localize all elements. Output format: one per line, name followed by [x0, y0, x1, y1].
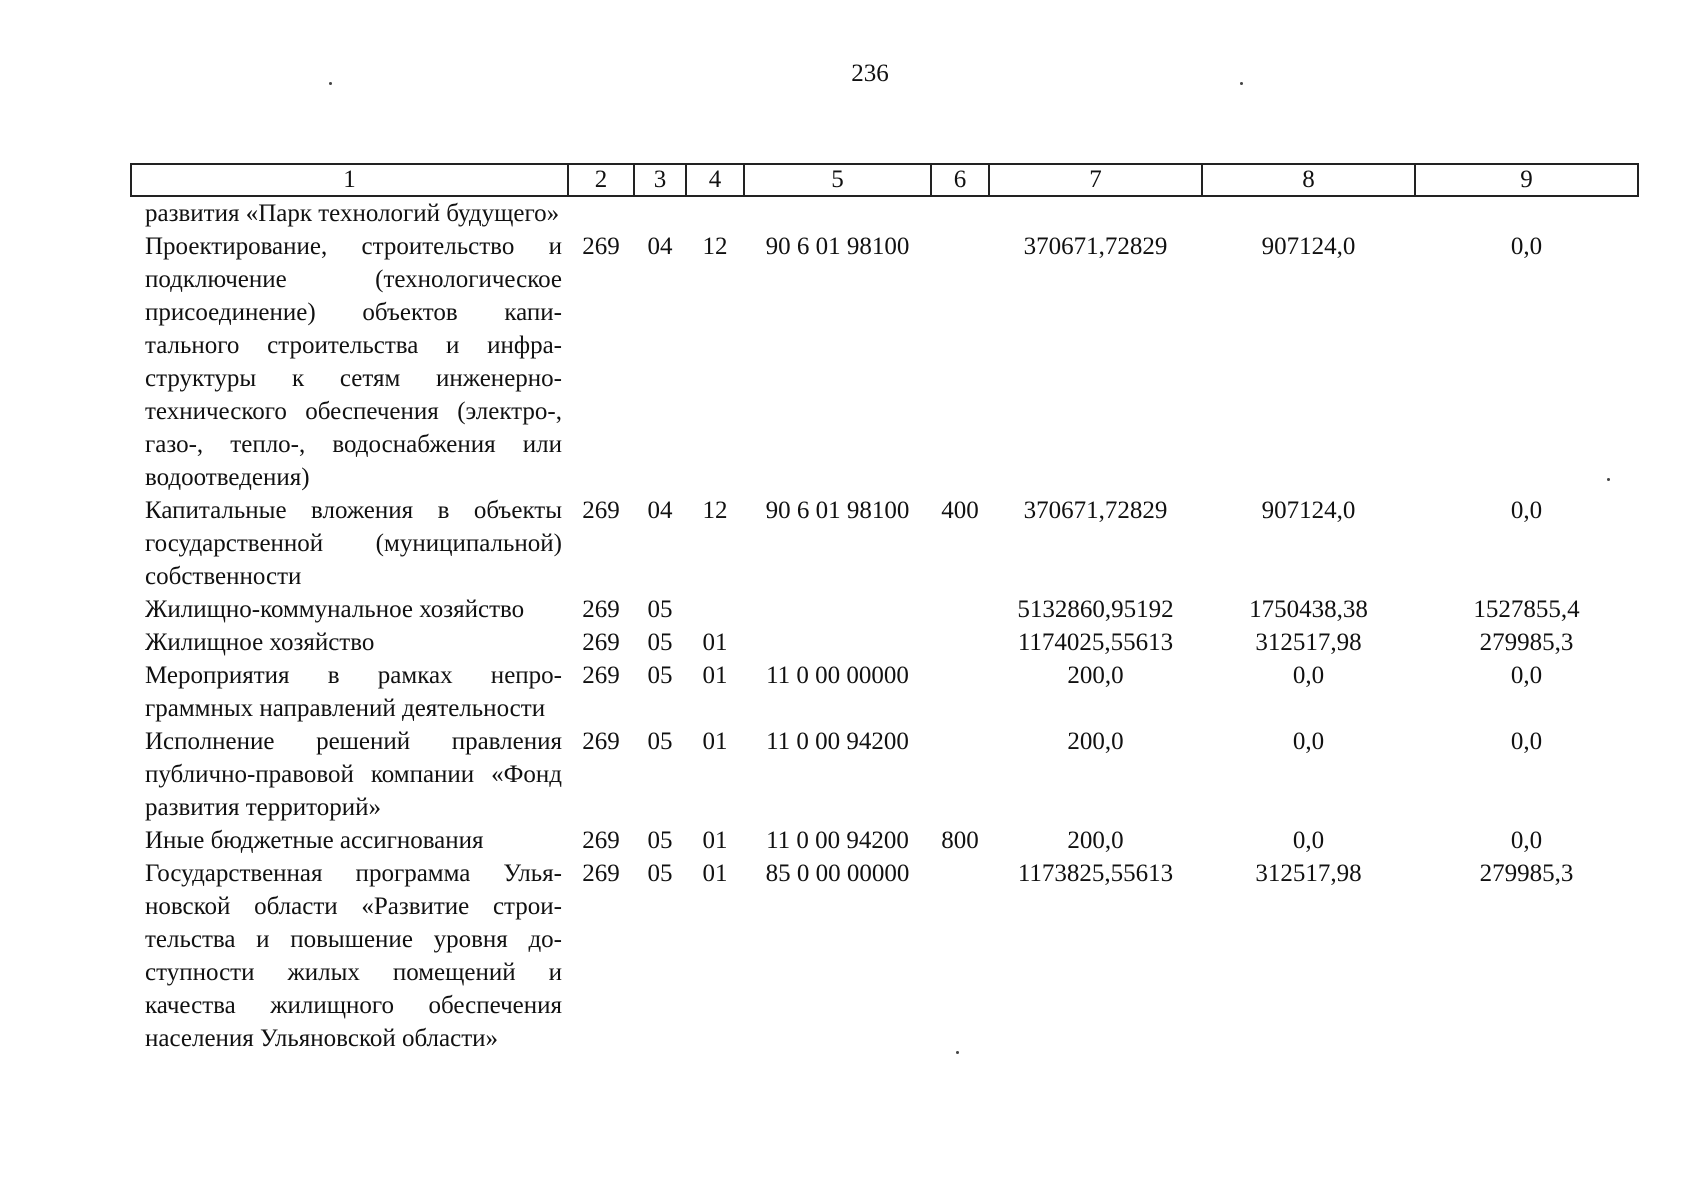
table-row — [131, 725, 1638, 824]
cell-col5: 11 0 00 00000 — [766, 662, 909, 689]
cell-col2: 269 — [582, 827, 620, 854]
cell-col6: 800 — [941, 827, 979, 854]
table-row — [131, 857, 1638, 1055]
table-row — [131, 659, 1638, 725]
cell-col4: 12 — [702, 233, 728, 260]
column-header: 5 — [744, 164, 931, 196]
cell-col9: 0,0 — [1510, 728, 1543, 755]
scan-speck — [1240, 82, 1243, 85]
cell-col4: 01 — [702, 662, 728, 689]
cell-col7 — [989, 196, 1202, 230]
cell-col8: 312517,98 — [1255, 629, 1362, 656]
cell-col7: 1174025,55613 — [1017, 629, 1174, 656]
cell-col8: 0,0 — [1292, 827, 1325, 854]
table-header-row — [131, 164, 1638, 196]
cell-col5: 85 0 00 00000 — [765, 860, 910, 887]
cell-col7: 200,0 — [1067, 662, 1124, 689]
row-name: Проектирование, строительство и подключение (технологическое присоединение) объектов капитального строительства и инфраструктуры к сетям инженерно-технического обеспечения (электро-, газо-, тепло-, водоснабжения или водоотведения) — [145, 233, 562, 491]
cell-col5: 90 6 01 98100 — [765, 233, 910, 260]
cell-col5 — [744, 593, 931, 626]
cell-col7: 200,0 — [1067, 728, 1124, 755]
cell-col4: 01 — [702, 728, 728, 755]
page-number: 236 — [851, 60, 889, 87]
cell-col2: 269 — [582, 596, 620, 623]
cell-col3: 04 — [647, 497, 673, 524]
cell-col4: 12 — [702, 497, 728, 524]
cell-col2 — [568, 196, 634, 230]
cell-col2: 269 — [582, 860, 620, 887]
cell-col8: 907124,0 — [1261, 233, 1356, 260]
cell-col9: 0,0 — [1510, 233, 1543, 260]
cell-col5 — [744, 626, 931, 659]
cell-col2: 269 — [582, 233, 620, 260]
cell-col6 — [931, 626, 989, 659]
cell-col2: 269 — [582, 497, 620, 524]
cell-col3: 05 — [647, 728, 673, 755]
cell-col7: 200,0 — [1067, 827, 1124, 854]
row-name: Иные бюджетные ассигнования — [145, 827, 484, 854]
cell-col6 — [931, 857, 989, 1055]
row-name: Исполнение решений правления публично-правовой компании «Фонд развития территорий» — [145, 728, 562, 821]
row-name: Мероприятия в рамках непрограммных направлений деятельности — [145, 662, 562, 722]
table-row — [131, 494, 1638, 593]
cell-col6: 400 — [941, 497, 979, 524]
cell-col8: 312517,98 — [1255, 860, 1362, 887]
cell-col7: 1173825,55613 — [1017, 860, 1174, 887]
cell-col6 — [931, 196, 989, 230]
row-name: Государственная программа Ульяновской области «Развитие строительства и повышение уровня доступности жилых помещений и качества жилищного обеспечения населения Ульяновской области» — [145, 860, 562, 1052]
cell-col9: 0,0 — [1510, 497, 1543, 524]
cell-col6 — [931, 659, 989, 725]
cell-col9: 279985,3 — [1479, 629, 1574, 656]
cell-col9: 279985,3 — [1479, 860, 1574, 887]
cell-col3: 05 — [647, 827, 673, 854]
cell-col6 — [931, 593, 989, 626]
cell-col3: 05 — [647, 860, 673, 887]
cell-col5: 11 0 00 94200 — [766, 728, 909, 755]
cell-col4: 01 — [702, 827, 728, 854]
table-row — [131, 824, 1638, 857]
column-header: 4 — [686, 164, 744, 196]
row-name: развития «Парк технологий будущего» — [145, 200, 560, 227]
cell-col3: 04 — [647, 233, 673, 260]
cell-col3: 05 — [647, 596, 673, 623]
column-header: 6 — [931, 164, 989, 196]
cell-col5 — [744, 196, 931, 230]
cell-col9: 0,0 — [1510, 827, 1543, 854]
table-row — [131, 196, 1638, 230]
cell-col9 — [1415, 196, 1638, 230]
budget-table — [130, 163, 1639, 1055]
cell-col8 — [1202, 196, 1415, 230]
table-row — [131, 626, 1638, 659]
column-header: 2 — [568, 164, 634, 196]
table-row — [131, 593, 1638, 626]
scan-speck — [329, 82, 332, 85]
cell-col8: 907124,0 — [1261, 497, 1356, 524]
row-name: Жилищное хозяйство — [145, 629, 375, 656]
cell-col4: 01 — [702, 629, 728, 656]
row-name: Капитальные вложения в объекты государственной (муниципальной) собственности — [145, 497, 562, 590]
column-header: 9 — [1415, 164, 1638, 196]
cell-col5: 11 0 00 94200 — [766, 827, 909, 854]
cell-col2: 269 — [582, 728, 620, 755]
column-header: 8 — [1202, 164, 1415, 196]
column-header: 7 — [989, 164, 1202, 196]
column-header: 3 — [634, 164, 686, 196]
cell-col4 — [686, 196, 744, 230]
cell-col3: 05 — [647, 629, 673, 656]
cell-col4 — [686, 593, 744, 626]
cell-col3 — [634, 196, 686, 230]
table-row — [131, 230, 1638, 494]
cell-col8: 0,0 — [1292, 728, 1325, 755]
cell-col6 — [931, 725, 989, 824]
cell-col9: 1527855,4 — [1473, 596, 1580, 623]
cell-col7: 370671,72829 — [1023, 497, 1168, 524]
cell-col9: 0,0 — [1510, 662, 1543, 689]
cell-col3: 05 — [647, 662, 673, 689]
cell-col4: 01 — [702, 860, 728, 887]
cell-col7: 5132860,95192 — [1017, 596, 1174, 623]
row-name: Жилищно-коммунальное хозяйство — [145, 596, 525, 623]
cell-col7: 370671,72829 — [1023, 233, 1168, 260]
cell-col2: 269 — [582, 629, 620, 656]
cell-col8: 1750438,38 — [1249, 596, 1368, 623]
cell-col2: 269 — [582, 662, 620, 689]
cell-col5: 90 6 01 98100 — [765, 497, 910, 524]
column-header: 1 — [131, 164, 568, 196]
cell-col8: 0,0 — [1292, 662, 1325, 689]
cell-col6 — [931, 230, 989, 494]
